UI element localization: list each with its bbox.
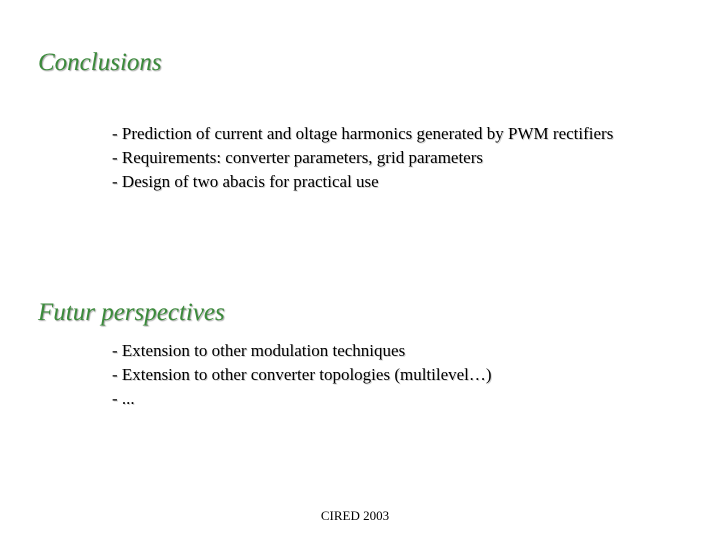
footer-text: CIRED 2003 (320, 508, 390, 523)
slide-footer (0, 508, 710, 524)
list-item: - Requirements: converter parameters, grid parameters (112, 148, 484, 167)
list-item: - ... (112, 389, 135, 408)
list-item: - Extension to other converter topologies (multilevel…) (112, 365, 492, 384)
section-title-conclusions: Conclusions (38, 49, 162, 76)
list-item: - Design of two abacis for practical use (112, 172, 379, 191)
section-title-futur-perspectives: Futur perspectives (38, 299, 225, 326)
futur-perspectives-list (112, 339, 492, 411)
list-item: - Extension to other modulation techniques (112, 341, 406, 360)
list-item: - Prediction of current and oltage harmonics generated by PWM rectifiers (112, 124, 614, 143)
conclusions-list (112, 122, 613, 194)
